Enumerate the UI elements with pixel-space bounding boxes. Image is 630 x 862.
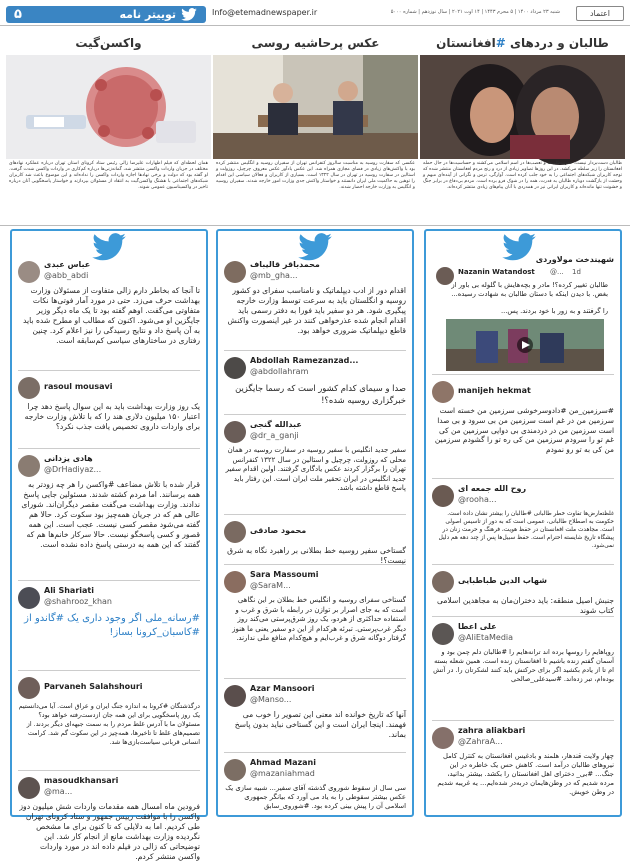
tweet-text: سی سال از سقوط شوروی گذشته آقای سفیر... شبیه سازی یک عکس بیشتر سقوطی را به یاد می آورد که بیانگر جمهوری اسلامی آن را پیش بینی کرده بود. #شوروی_سابق	[225, 784, 406, 810]
tweet-handle[interactable]: @mb_gha...	[250, 271, 298, 280]
story-body: طالبان دست‌بردار نیست. قدرت‌طلب‌ها و تعصب‌ها در اسم اسلامی می‌کشند و حساسیت‌ها در حال حمله افغانستان را زیر سلطه می‌کشد. در این روزها تصاویر زیادی از درد و رنج مردم افغانستان منتشر شده که توجه کاربران شبکه‌های اجتماعی را به خود جلب کرده است. آوارگی، ترس و نگرانی از آینده‌ای مبهم و وحشت از بازگشت دوباره طالبان به قدرت، همه را در شوک فرو برده است. مردم بی‌دفاع در برابر جنگ و خشونت تنها مانده‌اند و کاربران ایرانی نیز در همدردی با آنان پیام‌های زیادی منتشر کرده‌اند.	[423, 161, 622, 190]
story-photo	[420, 55, 625, 159]
email-link[interactable]: Info@etemadnewspaper.ir	[212, 8, 318, 17]
story-title: عکس پرحاشیه روسی	[251, 36, 380, 50]
tweet-video[interactable]	[446, 319, 600, 371]
avatar	[432, 727, 454, 749]
tweet-card[interactable]	[18, 375, 200, 449]
tweet-author: محمدباقر قالیباف	[250, 260, 320, 269]
tweet-handle[interactable]: @Manso...	[250, 695, 292, 704]
story-body: عکسی که سفارت روسیه به مناسبت سالروز کنفرانس تهران از سفیران روسیه و انگلیس منتشر کرده بود با واکنش‌های زیادی در فضای مجازی همراه شد. این عکس یادآور عکس معروف چرچیل، روزولت و استالین در سفارت روسیه در تهران در سال ۱۳۲۲ است. بسیاری از کاربران و فعالان سیاسی این اقدام را توهین به حاکمیت ملی ایران دانستند و خواستار واکنش جدی وزارت امور خارجه شدند. سفیران روسیه و انگلیس به وزارت خارجه احضار شدند.	[216, 161, 415, 190]
avatar	[432, 623, 454, 645]
tweet-handle[interactable]: @shahrooz_khan	[44, 597, 112, 606]
tweet-text: #سرزمین_من #دادوسرخوشی سرزمین من خسته است سرزمین من در غم است سرزمین من بی سرود و بی صدا است سرزمین من در دردمندی بی دوایی سرزمین من کی غم تو را سرودم سرزمین من کی ره تو را گشودم سرزمین من کی به تو رو نمودم	[434, 406, 614, 455]
tweet-text: تا آنجا که بخاطر دارم زالی متفاوت از مسئولان وزارت بهداشت حرف می‌زد. حتی در مورد آمار فوتی‌ها نکات متفاوتی می‌گفت. اوهم گفته بود تا یک ماه دیگر وزیر جایگزین او می‌شود. اکنون که مطالب او مطرح شده باید به آن پاسخ داد و نتایج رسیدگی را نیز اعلام کرد. چنین رفتاری در ساختارهای سیاسی کم‌سابقه است.	[23, 286, 200, 345]
tweet-text: #رسانه_ملی اگر وجود داری یک #گاندو از #کاسبان_کرونا بساز!	[24, 613, 200, 638]
tweet-author: روح الله جمعه ای	[458, 484, 527, 493]
tweet-author: Ali Shariati	[44, 586, 94, 595]
tweet-handle[interactable]: @rooha...	[458, 495, 497, 504]
tweet-card[interactable]	[224, 683, 406, 753]
story-vaccine-gate	[6, 30, 211, 223]
tweet-text: گستاخی سفیر روسیه خط بطلانی بر راهبرد نگاه به شرق نیست؟!	[227, 546, 406, 565]
quoted-handle[interactable]: @...	[550, 268, 564, 276]
tweet-text: آنها که تاریخ خوانده اند معنی این تصویر را خوب می فهمند. اینجا ایران است و این گستاخی نباید بدون پاسخ بماند.	[234, 710, 406, 739]
story-afghanistan	[420, 30, 625, 223]
story-photo	[213, 55, 418, 159]
tweet-author: عباس عبدی	[44, 260, 91, 269]
tweet-card[interactable]	[432, 621, 614, 721]
section-title: توییتر نامه	[119, 8, 176, 21]
tweet-card[interactable]	[18, 585, 200, 671]
tweet-text: فرودین ماه امسال همه مقدمات واردات شش میلیون دوز واکسن را با موافقت رییس جمهور و ستاد کرونای تهران طی کردیم. اما به دلایلی که تا کنون برای ما مشخص نگردیده وزارت بهداشت مانع از انجام کار شد. این توضیحاتی که زالی در فیلم داده اند در مورد واردات واکسن منتشر کردم.	[19, 802, 200, 861]
tweet-author: شهاب الدین طباطبایی	[458, 576, 548, 585]
quoted-time: 1d	[572, 268, 581, 276]
page-number: ۵	[14, 7, 22, 22]
avatar	[224, 521, 246, 543]
story-title: واکسن‌گیت	[75, 36, 142, 50]
tweet-author: Azar Mansoori	[250, 684, 315, 693]
avatar	[224, 421, 246, 443]
tweet-author: Sara Massoumi	[250, 570, 319, 579]
tweet-author: محمود صادقی	[250, 526, 307, 535]
tweet-author: Parvaneh Salahshouri	[44, 682, 143, 691]
section-divider	[0, 225, 630, 226]
tweet-card[interactable]	[18, 259, 200, 371]
tweet-handle[interactable]: @ZahraA...	[458, 737, 503, 746]
tweet-handle[interactable]: @abb_abdi	[44, 271, 89, 280]
avatar	[432, 381, 454, 403]
tweet-text: طالبان تغییر کرده؟! مادر و بچه‌هایش با گلوله بی باور از بغض. با دیدن اینکه با دستان طالبان به شهادت رسیده...	[451, 281, 608, 298]
tweet-text: درگذشتگان #کرونا به اندازه جنگ ایران و عراق است. آیا می‌دانستیم یک روز پاسخگویی برای این همه جان ازدست‌رفته خواهد بود؟ مسئولان ما با آدرس غلط مردم را به سمت جبهه‌ای دیگر بردند. از تصمیم‌های غلط تا تاخیرها، همه‌چیز در این سکوت گم شد. کرامت انسانی قربانی سیاست‌بازی‌ها شد.	[18, 702, 200, 746]
avatar	[18, 261, 40, 283]
story-title: طالبان و دردهای #افغانستان	[436, 36, 609, 50]
page-header	[0, 0, 630, 26]
tweet-author: masoudkhansari	[44, 776, 119, 785]
tweet-card[interactable]	[18, 675, 200, 771]
section-banner	[6, 6, 206, 23]
date-line: شنبه ۲۳ مرداد ۱۴۰۰ | ۵ محرم ۱۴۴۳ | ۱۴ اوت ۲۰۲۱ | سال نوزدهم | شماره ۵۰۰۰	[390, 9, 560, 15]
tweet-card[interactable]	[432, 379, 614, 479]
avatar	[432, 485, 454, 507]
tweet-author: شهیندخت مولاوردی	[535, 255, 614, 264]
tweet-author: rasoul mousavi	[44, 382, 113, 391]
twitter-bird-icon	[180, 8, 198, 21]
avatar	[224, 357, 246, 379]
tweet-author: عبدالله گنجی	[250, 420, 302, 429]
avatar	[224, 685, 246, 707]
avatar	[224, 571, 246, 593]
tweet-text: گستاخی سفرای روسیه و انگلیس خط بطلان بر این نگاهی است که به جای اصرار بر توازن در رابطه با شرق و غرب و استفاده حداکثری از هردو، یک روز شرق‌پرستی می‌کند روز دیگر غرب‌پرستی. تبرئه هرکدام از این دو سفیر یعنی ما هنوز گرفتار دوگانه شرق و غرب‌ایم و هیچ‌کدام منافع ملی ندارند.	[232, 596, 406, 642]
tweet-card[interactable]	[224, 569, 406, 679]
avatar	[18, 377, 40, 399]
tweet-text: قرار شده با تلاش مضاعف #واکسن را هر چه زودتر به همه برسانند. اما مردم کشته شدند. مسئولین جایی پاسخ ندادند. وزارت بهداشت می‌گفت مقصر دیگران‌اند. شورای عالی هم که در جریان همه‌چیز بود سکوت کرد. حالا هم گفته می‌شود مقصر کسی نیست. عجب است. این همه قصور و کسی پاسخگو نیست. حالا سرکار خانم‌ها هم که گفتند که این همه به درستی پاسخ داده نشده است.	[21, 480, 200, 549]
tweet-card[interactable]	[432, 725, 614, 815]
tweet-text: چهار ولایت قندهار، هلمند و بادغیس افغانستان به کنترل کامل نیروهای طالبان درآمد است. کاهش حس یک خاطره در این جنگ... #بی_ دخترای اهل افغانستان را بکشد. بیشتر بدانید، مرده شدیم که در وطن‌هایمان دربه‌در شده‌ایم... یه غریبه شدیم در وطن خویش.	[437, 752, 614, 796]
tweet-author: Abdollah Ramezanzad...	[250, 356, 359, 365]
tweet-text: یک روز وزارت بهداشت باید به این سوال پاسخ دهد چرا اعتبار ۱۵۰ میلیون دلاری هند را که با تلاش وزارت خارجه برای واردات داروی تخصیص یافت جذب نکرد؟	[24, 402, 200, 431]
tweet-card[interactable]	[432, 255, 614, 375]
story-photo	[6, 55, 211, 159]
tweet-handle[interactable]: @mazaniahmad	[250, 769, 315, 778]
tweet-text: جنبش اصیل منطقه: باید دختران‌مان به مجاهدین اسلامی کتاب شوند	[437, 596, 614, 615]
tweet-text: اقدام دور از ادب دیپلماتیک و نامناسب سفرای دو کشور روسیه و انگلستان باید به سرعت توسط وزارت خارجه پیگیری شود. هر دو سفیر باید فورا به دفتر رسمی باید اقدام انجام شده عذرخواهی کنند در غیر اینصورت واکنش قاطع دیپلماتیک ضروری خواهد بود.	[227, 286, 406, 335]
avatar	[18, 777, 40, 799]
newspaper-logo: اعتماد	[576, 6, 624, 21]
tweet-author: علی اعطا	[458, 622, 497, 631]
tweet-text: سفیر جدید انگلیس با سفیر روسیه در سفارت روسیه در همان محلی که روزولت، چرچیل و استالین در سال ۱۳۲۲ کنفرانس تهران را برگزار کردند عکس یادگاری گرفتند. اولین اقدام سفیر جدید انگلیس در ایران تحقیر ملت ایران است. این رفتار باید پاسخ قاطع داشته باشد.	[225, 446, 406, 492]
avatar	[224, 261, 246, 283]
tweet-author: هادی یزدانی	[44, 454, 93, 463]
tweet-text: غلظتعارض‌ها تفاوت خطر طالبانی #طالبان را بیشتر نشان داده است. حکومت به اصطلاح طالبانی، عمومی است که به دور از تاسیس اصولی است. مجاهدت ملت افغانستان در حفظ هویت، فرهنگ و حرمت زنان در پیشگاه تاریخ شایسته احترام است. حفظ سبیل‌ها پس از چند دهه هم دلیل نمی‌شود.	[438, 511, 614, 549]
tweet-card[interactable]	[432, 483, 614, 565]
tweet-card[interactable]	[224, 259, 406, 351]
tweet-text: صدا و سیمای کدام کشور است که رسما جایگزین خبرگزاری روسیه شده؟!	[235, 383, 406, 405]
tweet-handle[interactable]: @dr_a_ganji	[250, 431, 299, 440]
tweet-column-middle	[216, 229, 414, 817]
tweet-text: روپاهایم را روسها برده اند ترانه‌هایم را #طالبان دلم چمن بود و آسمان گفتم زنده باشیم تا افغانستان زنده است. همین شعله بسته ام تا از یادم بکشید اگر بزای حرکتش باید کنند لشکر‌تان را. در آتش بوده‌ام، تبر زده‌اند. ‏#سیدعلی_صالحی	[433, 648, 614, 683]
avatar	[18, 455, 40, 477]
avatar	[18, 587, 40, 609]
avatar	[18, 677, 40, 699]
avatar	[432, 571, 454, 593]
tweet-handle[interactable]: @DrHadiyaz...	[44, 465, 102, 474]
tweet-card[interactable]	[224, 519, 406, 565]
tweet-card[interactable]	[224, 757, 406, 815]
story-body: همان لحظه‌ای که فیلم اظهارات علیرضا زالی رئیس ستاد کرونای استان تهران درباره عملکرد نهادهای مختلف در جریان واردات واکسن منتشر شد، گمانه‌زنی‌ها درباره کم‌کاری در واردات واکسن شدت گرفت. او گفته بود که دولت و برخی نهادها اجازه واردات واکسن را نداده‌اند و این موضوع باعث شد کاربران شبکه‌های اجتماعی با هشتگ واکسن‌گیت به انتقاد از مسئولان بپردازند و خواستار پاسخگویی آنان درباره تاخیر در واکسیناسیون عمومی شوند.	[9, 161, 208, 190]
tweet-handle[interactable]: @SaraM...	[250, 581, 291, 590]
tweet-card[interactable]	[18, 453, 200, 581]
tweet-column-left	[10, 229, 208, 861]
tweet-card[interactable]	[432, 569, 614, 617]
tweet-card[interactable]	[224, 419, 406, 515]
tweet-author: manijeh hekmat	[458, 386, 531, 395]
tweet-caption: را گرفتند و به زور با خود بردند. پس...	[500, 307, 608, 315]
quoted-author: Nazanin Watandost	[458, 268, 535, 276]
story-russia-photo	[213, 30, 418, 223]
tweet-handle[interactable]: @AliEtaMedia	[458, 633, 514, 642]
tweet-card[interactable]	[18, 775, 200, 861]
tweet-column-right	[424, 229, 622, 817]
tweet-author: zahra aliakbari	[458, 726, 526, 735]
tweet-author: Ahmad Mazani	[250, 758, 316, 767]
tweet-handle[interactable]: @abdollahram	[250, 367, 309, 376]
tweet-handle[interactable]: @ma...	[44, 787, 73, 796]
avatar	[224, 759, 246, 781]
tweet-card[interactable]	[224, 355, 406, 415]
